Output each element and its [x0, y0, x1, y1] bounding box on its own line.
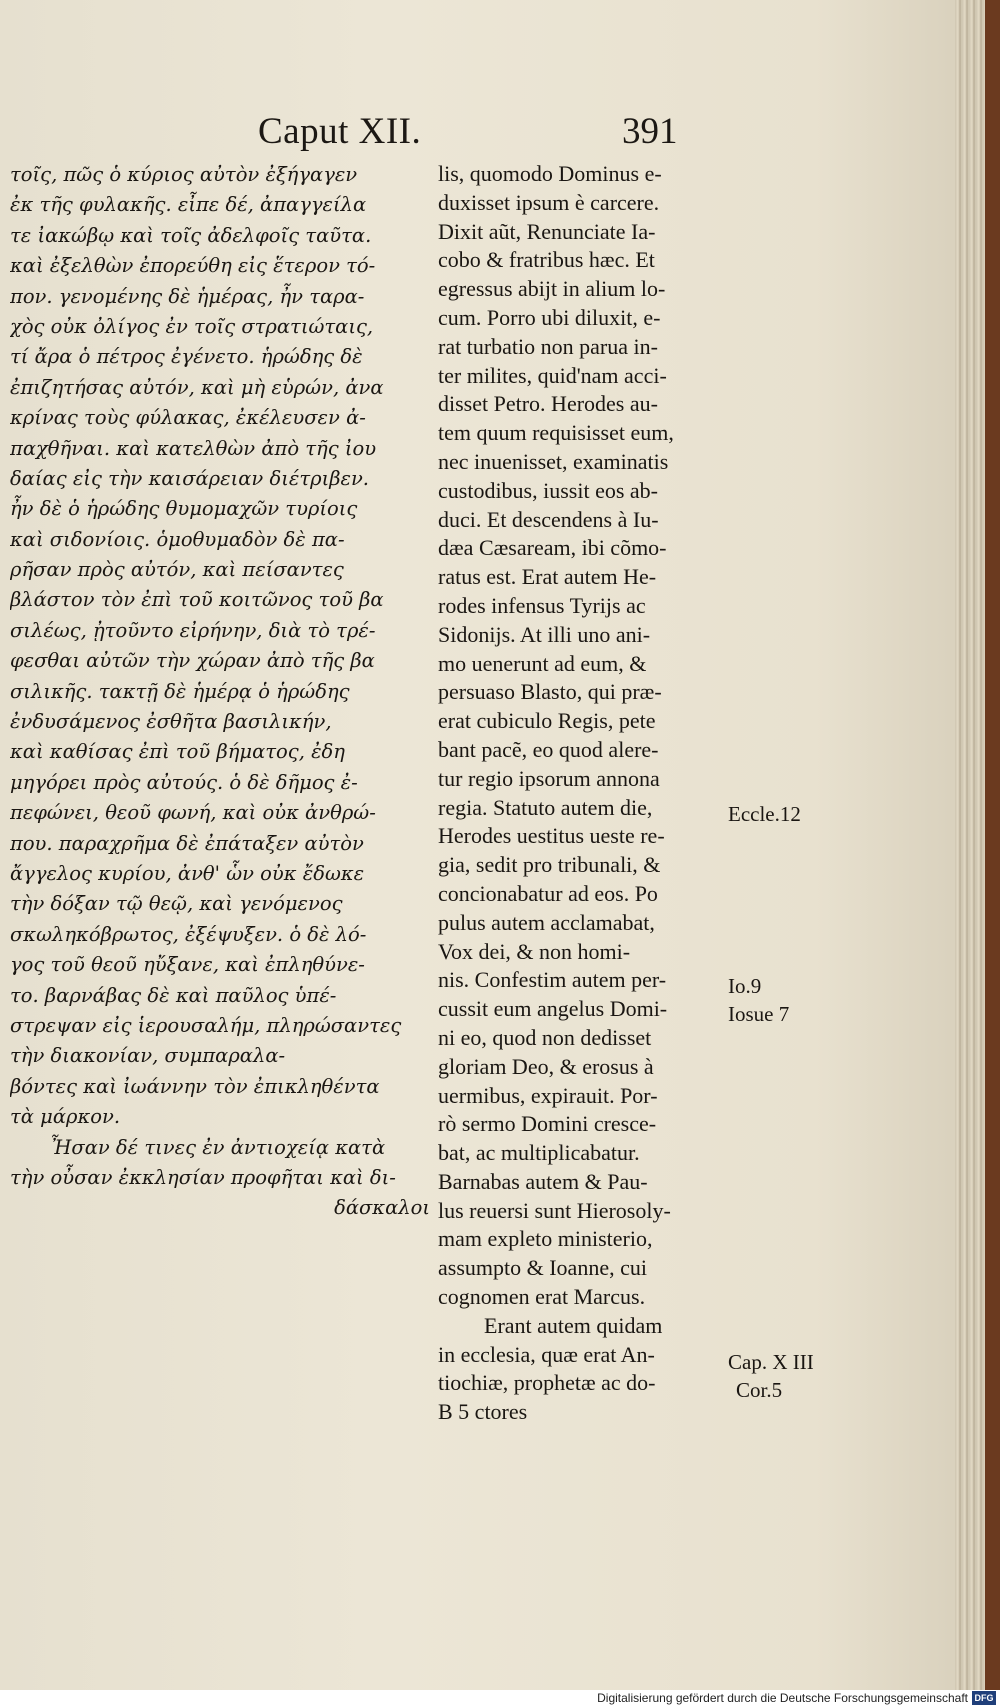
latin-text-line: duxisset ipsum è carcere. — [438, 189, 660, 215]
margin-note-iosue: Iosue 7 — [728, 1002, 790, 1026]
greek-text-line: ἄγγελος κυρίου, ἀνθ' ὧν οὐκ ἔδωκε — [10, 861, 365, 885]
latin-text-line: Erant autem quidam — [484, 1312, 663, 1338]
greek-text-line: παχθῆναι. καὶ κατελθὼν ἀπὸ τῆς ἰου — [10, 436, 377, 460]
greek-text-line: καὶ καθίσας ἐπὶ τοῦ βήματος, ἐδη — [10, 740, 345, 764]
greek-text-line: ἦν δὲ ὁ ἡρώδης θυμομαχῶν τυρίοις — [10, 497, 358, 521]
greek-text-line: ἐνδυσάμενος ἐσθῆτα βασιλικήν, — [10, 710, 332, 734]
greek-text-line: κρίνας τοὺς φύλακας, ἐκέλευσεν ἀ- — [10, 406, 366, 430]
greek-text-line: στρεψαν εἰς ἱερουσαλήμ, πληρώσαντες — [10, 1013, 402, 1037]
latin-text-line: mo uenerunt ad eum, & — [438, 650, 647, 676]
greek-text-line: χὸς οὐκ ὀλίγος ἐν τοῖς στρατιώταις, — [10, 314, 374, 338]
greek-text-line: πον. γενομένης δὲ ἡμέρας, ἦν ταρα- — [10, 284, 365, 308]
latin-text-line: gloriam Deo, & erosus à — [438, 1053, 654, 1079]
latin-text-line: duci. Et descendens à Iu- — [438, 506, 659, 532]
margin-note-cor: Cor.5 — [736, 1378, 783, 1402]
greek-text-line: τὴν οὖσαν ἐκκλησίαν προφῆται καὶ δι- — [10, 1165, 396, 1189]
latin-text-line: nec inuenisset, examinatis — [438, 448, 669, 474]
greek-text-line: Ἦσαν δέ τινες ἐν ἀντιοχείᾳ κατὰ — [50, 1135, 386, 1159]
latin-text-line: bat, ac multiplicabatur. — [438, 1140, 640, 1166]
greek-text-line: το. βαρνάβας δὲ καὶ παῦλος ὑπέ- — [10, 983, 337, 1007]
greek-text-line: σιλικῆς. τακτῇ δὲ ἡμέρᾳ ὁ ἡρώδης — [10, 679, 350, 703]
latin-text-line: ni eo, quod non dedisset — [438, 1024, 652, 1050]
latin-text-line: Sidonijs. At illi uno ani- — [438, 621, 651, 647]
greek-text-line: τοῖς, πῶς ὁ κύριος αὐτὸν ἐξήγαγεν — [10, 163, 358, 186]
latin-text-column — [438, 160, 726, 1427]
latin-text-line: tem quum requisisset eum, — [438, 420, 674, 446]
greek-text-line: ἐκ τῆς φυλακῆς. εἶπε δέ, ἀπαγγείλα — [10, 193, 367, 217]
greek-text-line: δαίας εἰς τὴν καισάρειαν διέτριβεν. — [10, 466, 370, 490]
latin-text-line: persuaso Blasto, qui præ- — [438, 679, 662, 705]
latin-text-line: regia. Statuto autem die, — [438, 794, 653, 820]
latin-text-line: dæa Cæsaream, ibi cõmo- — [438, 535, 667, 561]
greek-text-column — [10, 160, 430, 1224]
latin-text-line: rodes infensus Tyrijs ac — [438, 592, 646, 618]
latin-text-line: tiochiæ, prophetæ ac do- — [438, 1370, 656, 1396]
latin-text-line: Barnabas autem & Pau- — [438, 1168, 648, 1194]
latin-text-line: egressus abijt in alium lo- — [438, 276, 666, 302]
latin-text-line: lis, quomodo Dominus e- — [438, 161, 662, 186]
greek-text-line: καὶ σιδονίοις. ὁμοθυμαδὸν δὲ πα- — [10, 527, 345, 551]
latin-text-line: lus reuersi sunt Hierosoly- — [438, 1197, 671, 1223]
binding-edge — [985, 0, 1000, 1690]
dfg-logo: DFG — [972, 1691, 996, 1705]
latin-text-line: Dixit aũt, Renunciate Ia- — [438, 218, 656, 244]
latin-text-line: custodibus, iussit eos ab- — [438, 477, 658, 503]
greek-text-line: σκωληκόβρωτος, ἐξέψυξεν. ὁ δὲ λό- — [10, 922, 367, 946]
greek-text-line: τί ἄρα ὁ πέτρος ἐγένετο. ἡρώδης δὲ — [10, 345, 363, 369]
latin-text-line: rò sermo Domini cresce- — [438, 1111, 657, 1137]
greek-text-line: μηγόρει πρὸς αὐτούς. ὁ δὲ δῆμος ἐ- — [10, 770, 358, 794]
greek-text-line: τε ἰακώβῳ καὶ τοῖς ἀδελφοῖς ταῦτα. — [10, 223, 372, 247]
latin-text-line: gia, sedit pro tribunali, & — [438, 852, 661, 878]
margin-note-cap: Cap. X III — [728, 1350, 814, 1374]
latin-text-line: B 5 ctores — [438, 1399, 528, 1425]
latin-text-line: cognomen erat Marcus. — [438, 1284, 646, 1310]
greek-text-line: που. παραχρῆμα δὲ ἐπάταξεν αὐτὸν — [10, 831, 364, 855]
greek-text-line: φεσθαι αὐτῶν τὴν χώραν ἀπὸ τῆς βα — [10, 649, 375, 673]
latin-text-line: assumpto & Ioanne, cui — [438, 1255, 647, 1281]
greek-text-line: πεφώνει, θεοῦ φωνή, καὶ οὐκ ἀνθρώ- — [10, 801, 376, 825]
latin-text-line: cobo & fratribus hæc. Et — [438, 247, 655, 273]
page-number: 391 — [622, 111, 678, 152]
latin-text-line: nis. Confestim autem per- — [438, 967, 667, 993]
latin-text-line: concionabatur ad eos. Po — [438, 880, 658, 906]
latin-text-line: cussit eum angelus Domi- — [438, 996, 668, 1022]
page-header-title: Caput XII. — [258, 111, 422, 152]
greek-text-line: ρῆσαν πρὸς αὐτόν, καὶ πείσαντες — [10, 558, 344, 582]
latin-text-line: Herodes uestitus ueste re- — [438, 823, 665, 849]
margin-note-io: Io.9 — [728, 974, 762, 998]
latin-text-line: erat cubiculo Regis, pete — [438, 708, 656, 734]
latin-text-line: uermibus, expirauit. Por- — [438, 1082, 658, 1108]
latin-text-line: bant pacẽ, eo quod alere- — [438, 736, 659, 762]
latin-text-line: tur regio ipsorum annona — [438, 765, 660, 791]
latin-text-line: rat turbatio non parua in- — [438, 333, 658, 359]
greek-text-line: σιλέως, ᾐτοῦντο εἰρήνην, διὰ τὸ τρέ- — [10, 618, 376, 642]
greek-text-line: ἐπιζητήσας αὐτόν, καὶ μὴ εὑρών, ἀνα — [10, 375, 384, 399]
latin-text-line: pulus autem acclamabat, — [438, 909, 655, 935]
latin-text-line: disset Petro. Herodes au- — [438, 391, 658, 417]
greek-text-line: τὴν δόξαν τῷ θεῷ, καὶ γενόμενος — [10, 892, 343, 916]
greek-text-line: βλάστον τὸν ἐπὶ τοῦ κοιτῶνος τοῦ βα — [10, 588, 384, 612]
greek-text-line: καὶ ἐξελθὼν ἐπορεύθη εἰς ἕτερον τό- — [10, 254, 376, 278]
greek-text-line: δάσκαλοι — [334, 1196, 430, 1220]
greek-text-line: τὰ μάρκον. — [10, 1105, 121, 1129]
greek-text-line: τὴν διακονίαν, συμπαραλα- — [10, 1044, 286, 1068]
latin-text-line: mam expleto ministerio, — [438, 1226, 653, 1252]
greek-text-line: βόντες καὶ ἰωάννην τὸν ἐπικληθέντα — [10, 1074, 380, 1098]
footer-credit: Digitalisierung gefördert durch die Deutsche Forschungsgemeinschaft — [597, 1691, 968, 1705]
margin-note-eccle: Eccle.12 — [728, 802, 801, 826]
latin-text-line: ratus est. Erat autem He- — [438, 564, 657, 590]
latin-text-line: cum. Porro ubi diluxit, e- — [438, 304, 661, 330]
latin-text-line: ter milites, quid'nam acci- — [438, 362, 667, 388]
latin-text-line: in ecclesia, quæ erat An- — [438, 1341, 655, 1367]
greek-text-line: γος τοῦ θεοῦ ηὔξανε, καὶ ἐπληθύνε- — [10, 953, 365, 977]
latin-text-line: Vox dei, & non homi- — [438, 938, 631, 964]
